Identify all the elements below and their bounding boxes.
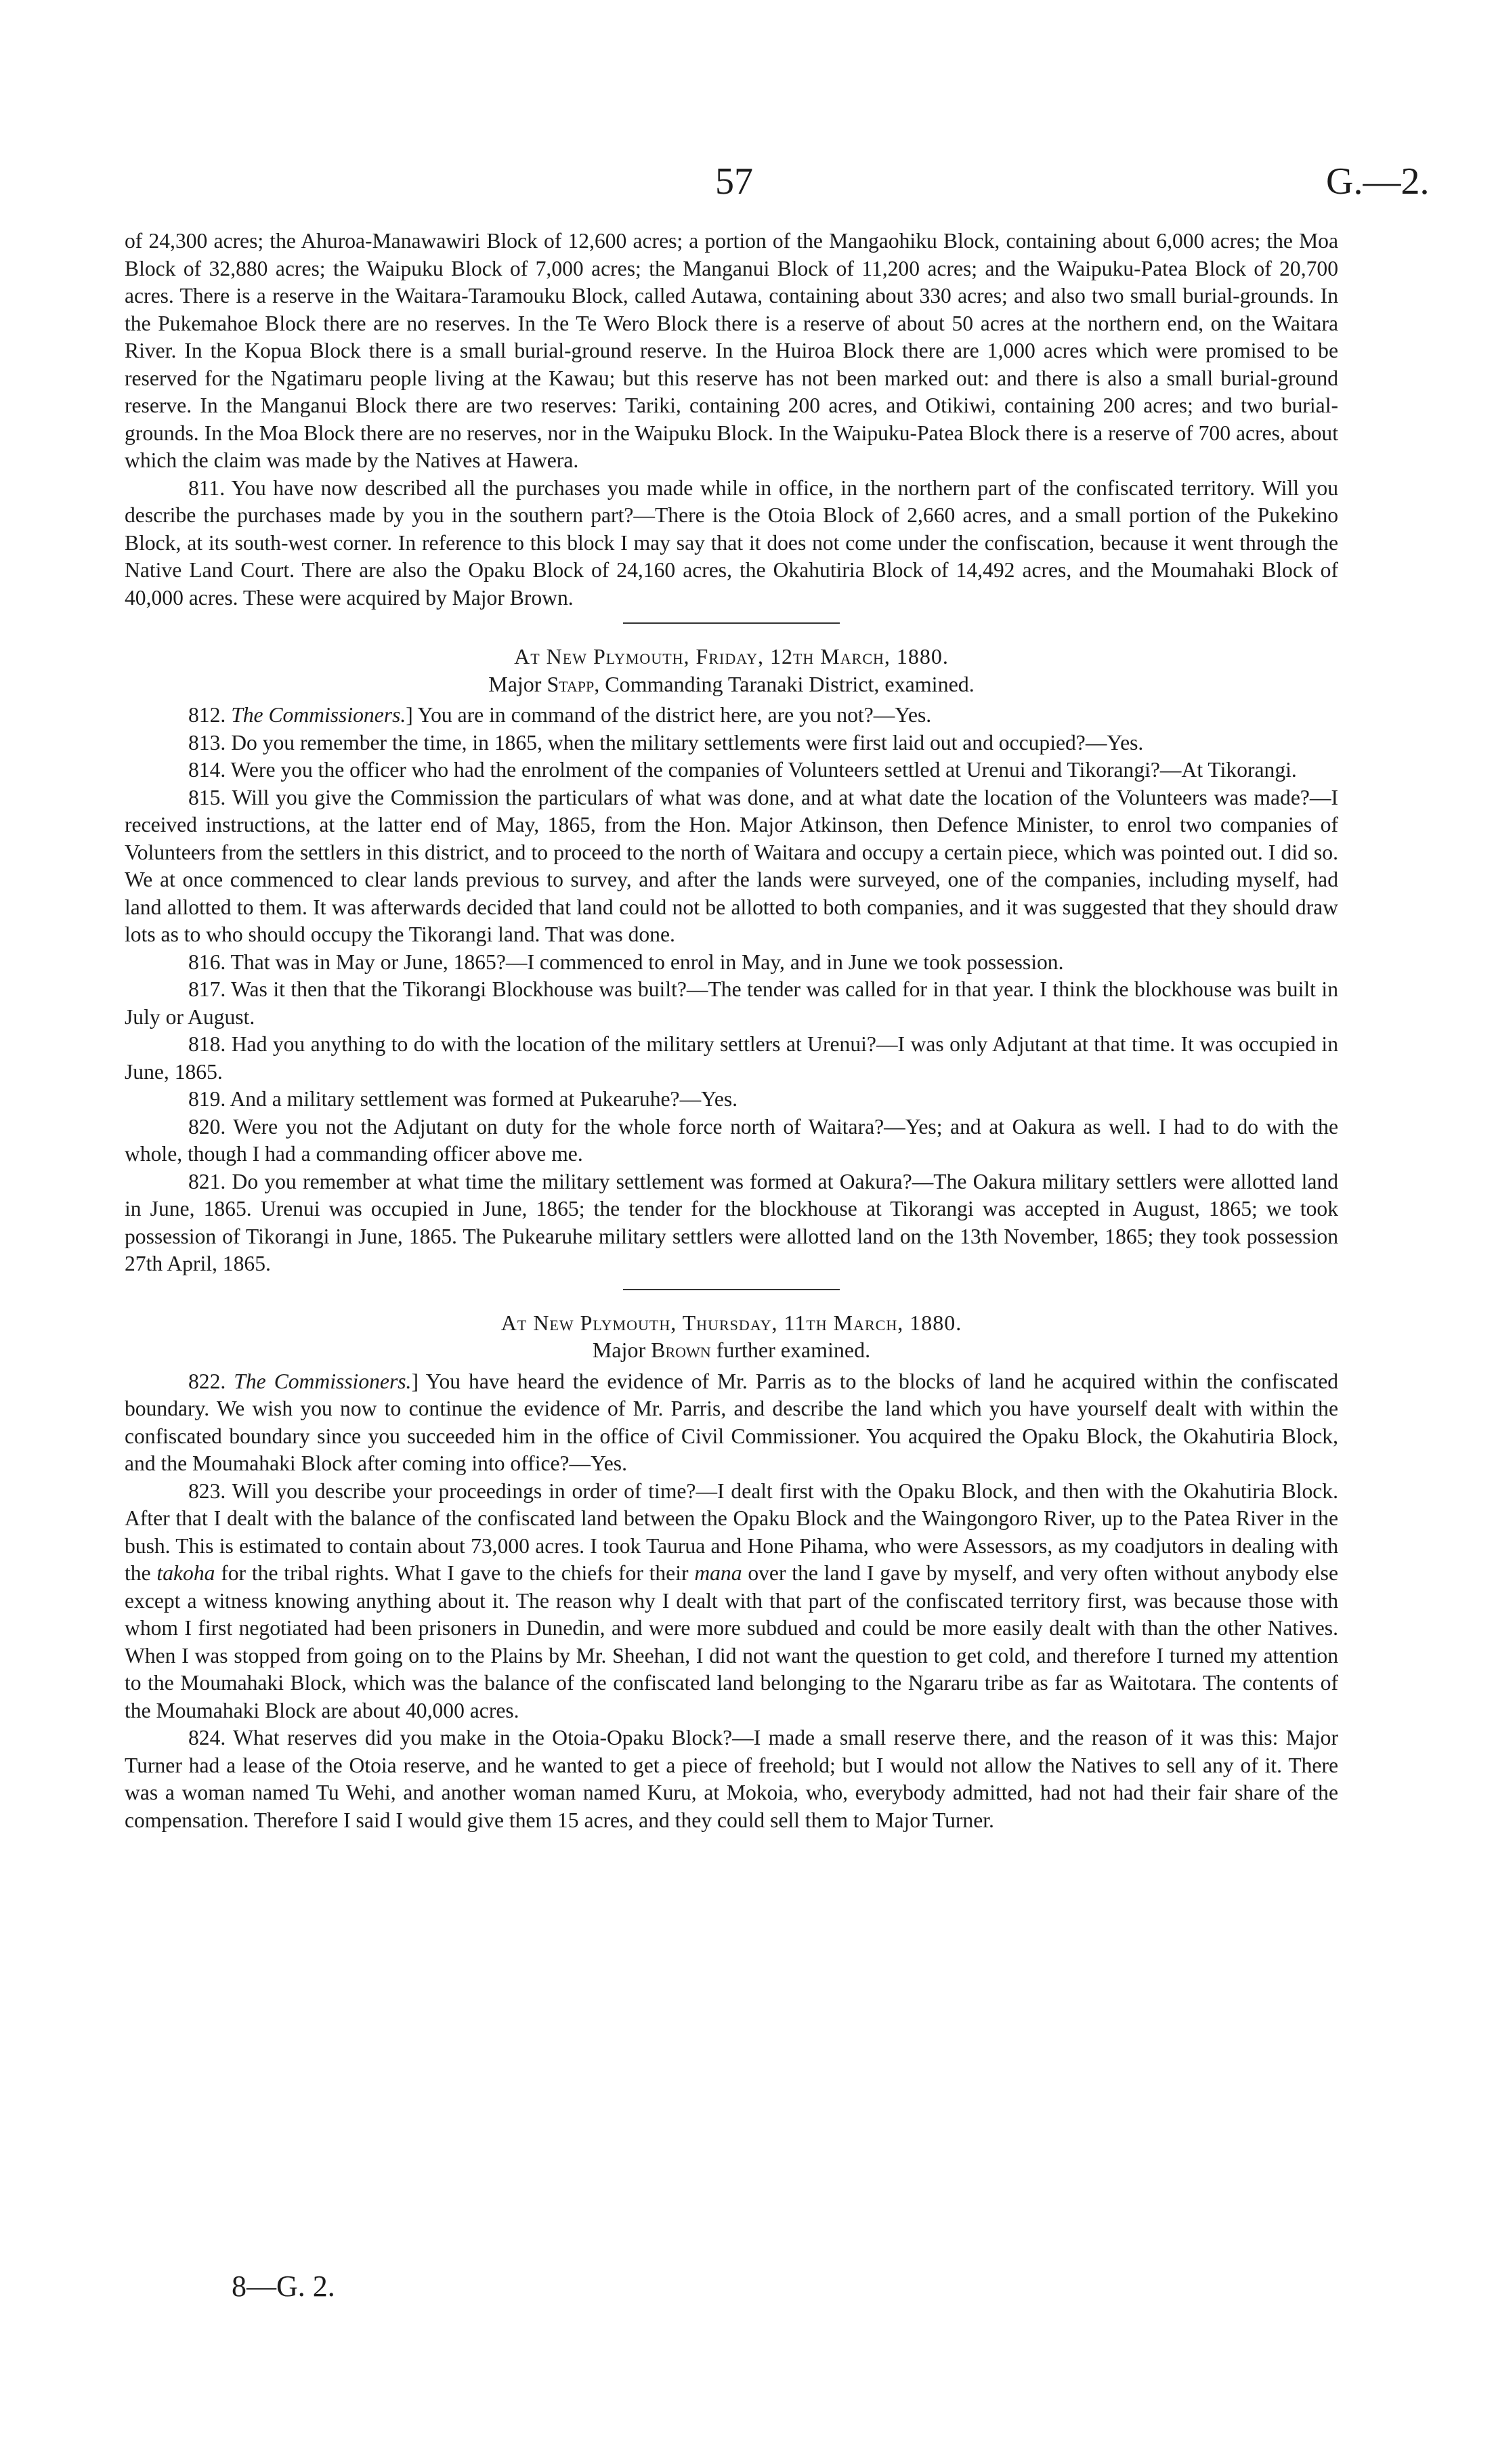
- question-817: 817. Was it then that the Tikorangi Blockhouse was built?—The tender was called for in that year. I think the blockhouse was built in July or August.: [125, 977, 1338, 1029]
- question-823: [125, 1478, 1338, 1725]
- document-reference: G.—2.: [1326, 161, 1430, 203]
- witness-name: Stapp: [547, 671, 595, 696]
- maori-term: mana: [694, 1561, 742, 1585]
- question-821: 821. Do you remember at what time the military settlement was formed at Oakura?—The Oakura military settlers were allotted land in June, 1865. Urenui was occupied in June, 1865; the tender for the blockhouse at Tikorangi was accepted in August, 1865; we took possession of Tikorangi in June, 1865. The Pukearuhe military settlers were allotted land on the 13th November, 1865; they took possession 27th April, 1865.: [125, 1169, 1338, 1275]
- section-divider: [623, 622, 840, 624]
- question-number: 812.: [188, 703, 232, 727]
- speaker: The Commissioners.: [234, 1369, 412, 1393]
- witness-suffix: further examined.: [710, 1338, 871, 1362]
- question-text: 823. Will you describe your proceedings in order of time?—I dealt first with the Opaku Block, and then with the Okahutiria Block. After that I dealt with the balance of the confiscated land between the Opaku Block and the Waingongoro River, up to the Patea River in the bush. This is estimated to contain about 73,000 acres. I took Taurua and Hone Pihama, who were Assessors, as my coadjutors in dealing with the: [125, 1479, 1338, 1585]
- witness-name: Brown: [651, 1338, 711, 1362]
- question-819: 819. And a military settlement was formed at Pukearuhe?—Yes.: [188, 1087, 738, 1111]
- sitting-heading-stapp: At New Plymouth, Friday, 12th March, 1880.: [514, 644, 949, 668]
- continued-paragraph: of 24,300 acres; the Ahuroa-Manawawiri Block of 12,600 acres; a portion of the Mangaohiku Block, containing about 6,000 acres; the Moa Block of 32,880 acres; the Waipuku Block of 7,000 acres; the Manganui Block of 11,200 acres; and the Waipuku-Patea Block of 20,700 acres. There is a reserve in the Waitara-Taramouku Block, called Autawa, containing about 330 acres; and also two small burial-grounds. In the Pukemahoe Block there are no reserves. In the Te Wero Block there is a reserve of about 50 acres at the northern end, on the Waitara River. In the Kopua Block there is a small burial-ground reserve. In the Huiroa Block there are 1,000 acres which were promised to be reserved for the Ngatimaru people living at the Kawau; but this reserve has not been marked out: and there is also a small burial-ground reserve. In the Manganui Block there are two reserves: Tariki, containing 200 acres, and Otikiwi, containing 200 acres; and two burial-grounds. In the Moa Block there are no reserves, nor in the Waipuku Block. In the Waipuku-Patea Block there is a reserve of 700 acres, about which the claim was made by the Natives at Hawera.: [125, 229, 1338, 472]
- signature-mark: 8—G. 2.: [232, 2270, 335, 2303]
- question-818: 818. Had you anything to do with the location of the military settlers at Urenui?—I was only Adjutant at that time. It was occupied in June, 1865.: [125, 1032, 1338, 1084]
- witness-prefix: Major: [488, 671, 547, 696]
- page-body: [125, 228, 1338, 1834]
- witness-line-stapp: [125, 671, 1338, 698]
- sitting-heading-brown: At New Plymouth, Thursday, 11th March, 1880.: [500, 1310, 962, 1335]
- question-text: for the tribal rights. What I gave to the chiefs for their: [215, 1561, 695, 1585]
- question-814: 814. Were you the officer who had the enrolment of the companies of Volunteers settled at Urenui and Tikorangi?—At Tikorangi.: [188, 758, 1297, 782]
- question-number: 822.: [188, 1369, 234, 1393]
- question-811: 811. You have now described all the purchases you made while in office, in the northern part of the confiscated territory. Will you describe the purchases made by you in the southern part?—There is the Otoia Block of 2,660 acres, and a small portion of the Pukekino Block, at its south-west corner. In reference to this block I may say that it does not come under the confiscation, because it went through the Native Land Court. There are also the Opaku Block of 24,160 acres, the Okahutiria Block of 14,492 acres, and the Moumahaki Block of 40,000 acres. These were acquired by Major Brown.: [125, 475, 1338, 610]
- maori-term: takoha: [156, 1561, 215, 1585]
- question-text: ] You have heard the evidence of Mr. Parris as to the blocks of land he acquired within the confiscated boundary. We wish you now to continue the evidence of Mr. Parris, and describe the land which you have yourself dealt with within the confiscated boundary since you succeeded him in the office of Civil Commissioner. You acquired the Opaku Block, the Okahutiria Block, and the Moumahaki Block after coming into office?—Yes.: [125, 1369, 1339, 1475]
- question-812: [125, 702, 1338, 729]
- question-815: 815. Will you give the Commission the particulars of what was done, and at what date the location of the Volunteers was made?—I received instructions, at the latter end of May, 1865, from the Hon. Major Atkinson, then Defence Minister, to enrol two companies of Volunteers from the settlers in this district, and to proceed to the north of Waitara and occupy a certain piece, which was pointed out. I did so. We at once commenced to clear lands previous to survey, and after the lands were surveyed, one of the companies, including myself, had land allotted to them. It was afterwards decided that land could not be allotted to both companies, and it was suggested that they should draw lots as to who should occupy the Tikorangi land. That was done.: [125, 785, 1338, 946]
- question-824: 824. What reserves did you make in the Otoia-Opaku Block?—I made a small reserve there, and the reason of it was this: Major Turner had a lease of the Otoia reserve, and he wanted to get a piece of freehold; but I would not allow the Natives to sell any of it. There was a woman named Tu Wehi, and another woman named Kuru, at Mokoia, who, everybody admitted, had not had their fair share of the compensation. Therefore I said I would give them 15 acres, and they could sell them to Major Turner.: [125, 1726, 1338, 1832]
- question-816: 816. That was in May or June, 1865?—I commenced to enrol in May, and in June we took possession.: [188, 950, 1064, 974]
- question-text: ] You are in command of the district here, are you not?—Yes.: [406, 703, 932, 727]
- page-number: 57: [715, 161, 753, 203]
- witness-line-brown: [125, 1336, 1338, 1364]
- question-813: 813. Do you remember the time, in 1865, when the military settlements were first laid out and occupied?—Yes.: [188, 730, 1144, 755]
- speaker: The Commissioners.: [231, 703, 406, 727]
- witness-suffix: , Commanding Taranaki District, examined.: [594, 671, 975, 696]
- witness-prefix: Major: [592, 1338, 651, 1362]
- question-820: 820. Were you not the Adjutant on duty for the whole force north of Waitara?—Yes; and at Oakura as well. I had to do with the whole, though I had a commanding officer above me.: [125, 1114, 1338, 1166]
- question-822: [125, 1368, 1338, 1478]
- question-text: over the land I gave by myself, and very often without anybody else except a witness knowing anything about it. The reason why I dealt with that part of the confiscated territory first, was because those with whom I first negotiated had been prisoners in Dunedin, and were more subdued and could be more easily dealt with than the other Natives. When I was stopped from going on to the Plains by Mr. Sheehan, I did not want the question to get cold, and therefore I turned my attention to the Moumahaki Block, which was the balance of the confiscated land belonging to the Ngararu tribe as far as Waitotara. The contents of the Moumahaki Block are about 40,000 acres.: [125, 1561, 1338, 1722]
- section-divider: [623, 1289, 840, 1290]
